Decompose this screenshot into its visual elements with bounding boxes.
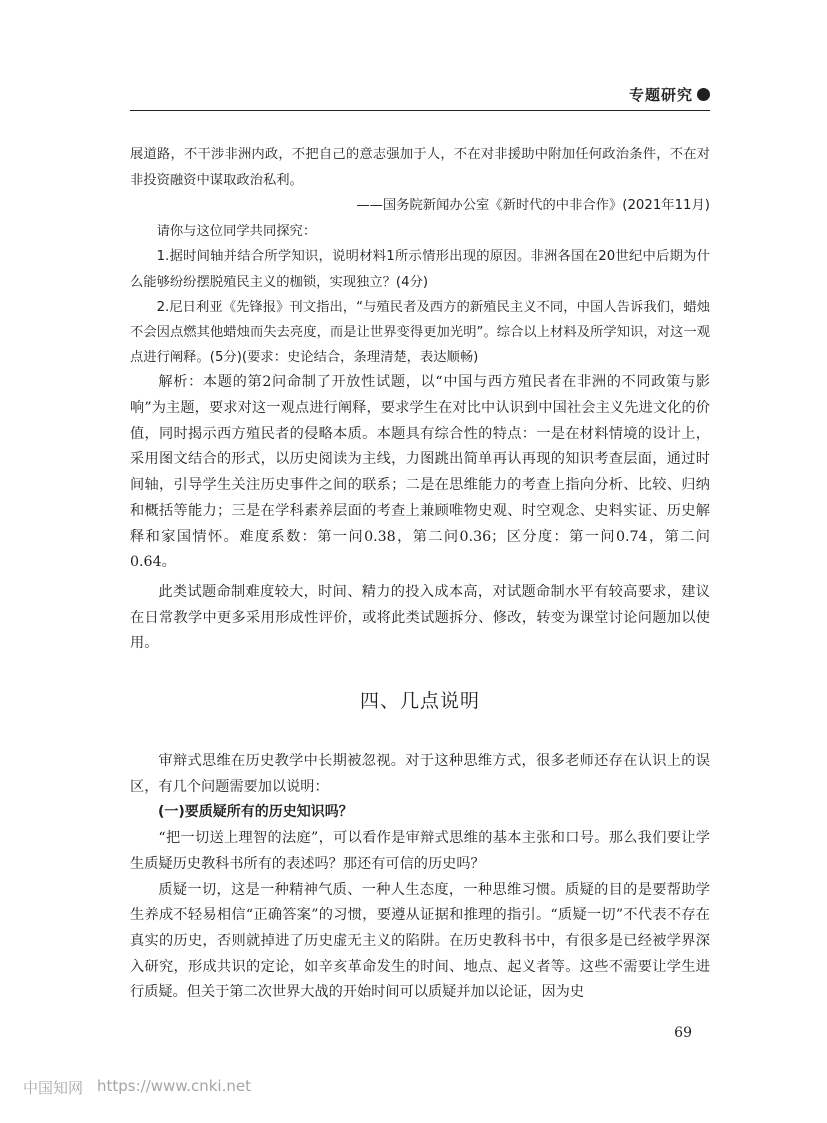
bullet-dot-icon bbox=[697, 88, 710, 101]
paragraph-quote: “把一切送上理智的法庭”，可以看作是审辩式思维的基本主张和口号。那么我们要让学生质疑历史教科书所有的表述吗？那还有可信的历史吗？ bbox=[130, 830, 710, 872]
paragraph-continued: 展道路，不干涉非洲内政，不把自己的意志强加于人，不在对非援助中附加任何政治条件，不在对非投资融资中谋取政治私利。 bbox=[130, 147, 710, 188]
page-number: 69 bbox=[674, 1025, 692, 1041]
watermark-brand: 中国知网 bbox=[23, 1079, 84, 1097]
section-title: 四、几点说明 bbox=[359, 690, 480, 713]
question-1: 1.据时间轴并结合所学知识，说明材料1所示情形出现的原因。非洲各国在20世纪中后期为什么能够纷纷摆脱殖民主义的枷锁，实现独立？(4分) bbox=[130, 249, 710, 290]
article-body bbox=[130, 142, 710, 1006]
header-title: 专题研究 bbox=[628, 86, 693, 104]
question-2: 2.尼日利亚《先锋报》刊文指出，“与殖民者及西方的新殖民主义不同，中国人告诉我们，蜡烛不会因点燃其他蜡烛而失去亮度，而是让世界变得更加光明”。综合以上材料及所学知识，对这一观点进行阐释。(5分)(要求：史论结合，条理清楚，表达顺畅) bbox=[130, 299, 710, 366]
paragraph-intro: 审辩式思维在历史教学中长期被忽视。对于这种思维方式，很多老师还存在认识上的误区，有几个问题需要加以说明： bbox=[130, 753, 710, 795]
paragraph-suggestion: 此类试题命制难度较大，时间、精力的投入成本高，对试题命制水平有较高要求，建议在日常教学中更多采用形成性评价，或将此类试题拆分、修改，转变为课堂讨论问题加以使用。 bbox=[130, 583, 710, 652]
paragraph-doubt: 质疑一切，这是一种精神气质、一种人生态度，一种思维习惯。质疑的目的是要帮助学生养成不轻易相信“正确答案”的习惯，要遵从证据和推理的指引。“质疑一切”不代表不存在真实的历史，否则就掉进了历史虚无主义的陷阱。在历史教科书中，有很多是已经被学界深入研究，形成共识的定论，如辛亥革命发生的时间、地点、起义者等。这些不需要让学生进行质疑。但关于第二次世界大战的开始时间可以质疑并加以论证，因为史 bbox=[130, 881, 710, 1001]
running-header bbox=[629, 84, 710, 105]
subsection-heading: (一)要质疑所有的历史知识吗？ bbox=[158, 804, 353, 821]
watermark-url: https://www.cnki.net bbox=[97, 1077, 251, 1095]
paragraph-analysis: 解析：本题的第2问命制了开放性试题，以“中国与西方殖民者在非洲的不同政策与影响”为主题，要求对这一观点进行阐释，要求学生在对比中认识到中国社会主义先进文化的价值，同时揭示西方殖民者的侵略本质。本题具有综合性的特点：一是在材料情境的设计上，采用图文结合的形式，以历史阅读为主线，力图跳出简单再认再现的知识考查层面，通过时间轴，引导学生关注历史事件之间的联系；二是在思维能力的考查上指向分析、比较、归纳和概括等能力；三是在学科素养层面的考查上兼顾唯物史观、时空观念、史料实证、历史解释和家国情怀。难度系数：第一问0.38，第二问0.36；区分度：第一问0.74，第二问0.64。 bbox=[130, 374, 710, 571]
paragraph-prompt: 请你与这位同学共同探究： bbox=[156, 224, 317, 240]
header-divider bbox=[130, 110, 710, 111]
watermark bbox=[23, 1077, 251, 1098]
quote-attribution: ——国务院新闻办公室《新时代的中非合作》(2021年11月) bbox=[356, 198, 710, 214]
